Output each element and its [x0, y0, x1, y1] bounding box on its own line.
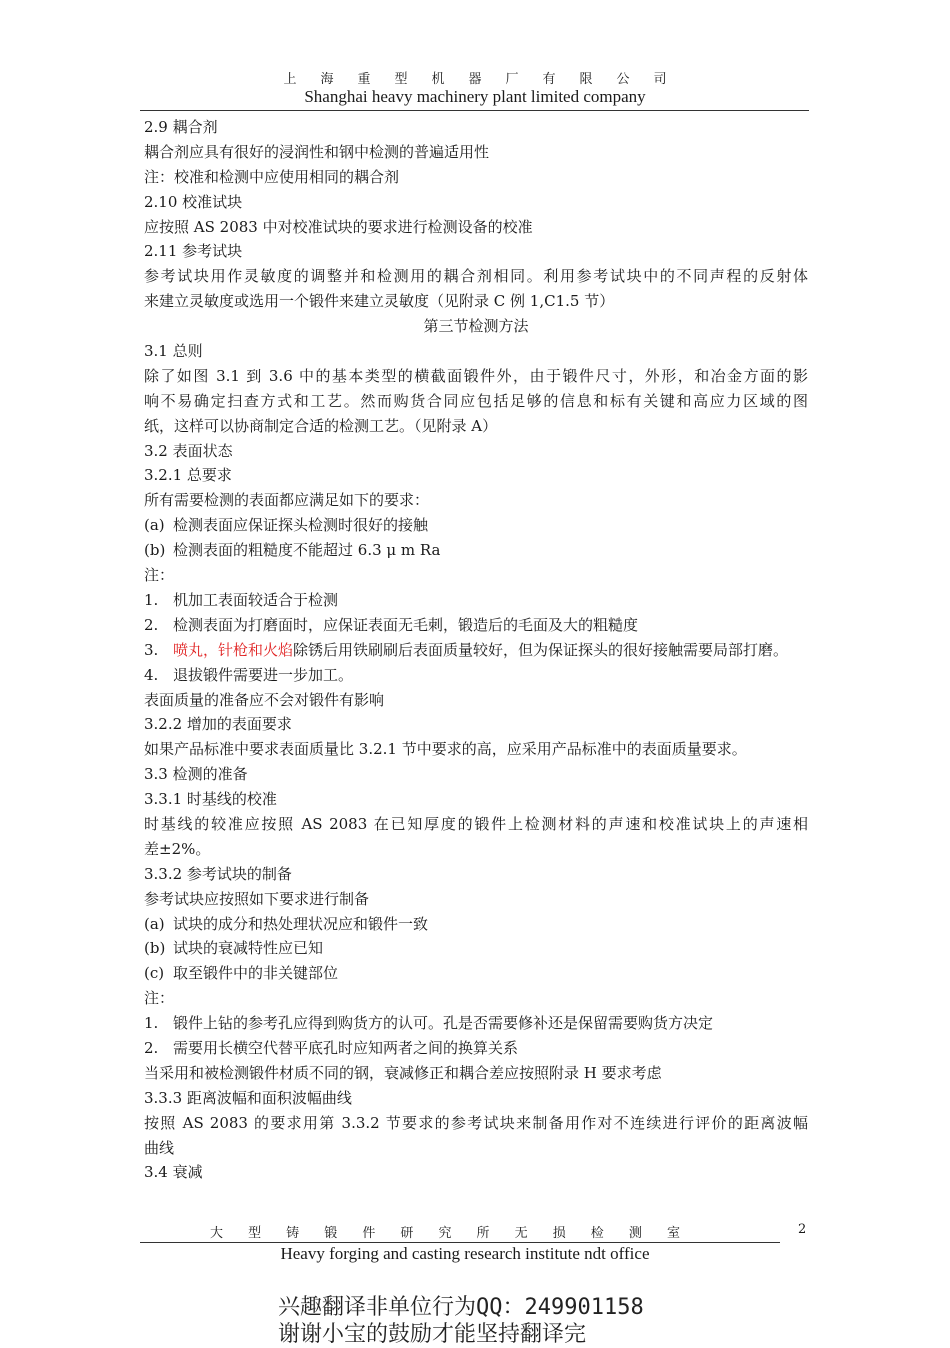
list-text: 检测表面为打磨面时，应保证表面无毛刺，锻造后的毛面及大的粗糙度 — [173, 615, 639, 634]
section-heading: 3.2.2 增加的表面要求 — [144, 715, 292, 734]
translator-note: 兴趣翻译非单位行为QQ：249901158 — [278, 1295, 644, 1320]
paragraph-line: 当采用和被检测锻件材质不同的钢，衰减修正和耦合差应按照附录 H 要求考虑 — [144, 1063, 662, 1082]
translator-thanks: 谢谢小宝的鼓励才能坚持翻译完 — [278, 1322, 587, 1347]
list-item — [144, 1036, 808, 1061]
section-heading: 3.4 衰减 — [144, 1163, 203, 1182]
section-heading: 3.3.3 距离波幅和面积波幅曲线 — [144, 1088, 352, 1107]
paragraph-line: 参考试块用作灵敏度的调整并和检测用的耦合剂相同。利用参考试块中的不同声程的反射体 — [144, 267, 808, 286]
footer-institute-en: Heavy forging and casting research institute ndt office — [280, 1244, 650, 1263]
list-item — [144, 1011, 808, 1036]
section-heading: 3.1 总则 — [144, 342, 203, 361]
footer-char: 所 — [476, 1226, 490, 1241]
list-marker: 1. — [144, 590, 159, 609]
section-heading: 2.9 耦合剂 — [144, 118, 218, 136]
list-item — [144, 961, 808, 986]
list-marker: 3. — [144, 640, 159, 659]
paragraph-line: 参考试块应按照如下要求进行制备 — [144, 889, 370, 908]
section-heading: 2.11 参考试块 — [144, 242, 243, 261]
footer-rule — [140, 1242, 780, 1243]
list-item — [144, 936, 808, 961]
list-item — [144, 538, 808, 563]
footer-char: 损 — [552, 1226, 566, 1241]
section-heading: 3.2.1 总要求 — [144, 466, 232, 485]
header-char: 限 — [579, 72, 593, 87]
paragraph-line: 曲线 — [144, 1138, 175, 1157]
list-text — [173, 638, 808, 663]
list-marker: (c) — [144, 964, 165, 983]
page-number: 2 — [798, 1222, 807, 1237]
list-marker: 2. — [144, 1038, 159, 1057]
list-text: 检测表面的粗糙度不能超过 6.3 μ m Ra — [173, 541, 441, 560]
header-char: 重 — [357, 72, 371, 87]
header-char: 司 — [653, 72, 667, 87]
header-company-cn — [140, 68, 810, 87]
list-text-rest: 除锈后用铁刷刷后表面质量较好，但为保证探头的很好接触需要局部打磨。 — [293, 640, 789, 659]
section-heading: 3.2 表面状态 — [144, 441, 233, 460]
list-text: 试块的成分和热处理状况应和锻件一致 — [173, 914, 429, 933]
paragraph-line: 来建立灵敏度或选用一个锻件来建立灵敏度（见附录 C 例 1,C1.5 节） — [144, 292, 615, 311]
footer-char: 究 — [438, 1226, 452, 1241]
section-heading: 3.3.1 时基线的校准 — [144, 790, 277, 809]
list-marker: (b) — [144, 939, 166, 958]
paragraph-line: 耦合剂应具有很好的浸润性和钢中检测的普遍适用性 — [144, 142, 490, 161]
list-text: 退拔锻件需要进一步加工。 — [173, 665, 354, 684]
footer-char: 件 — [362, 1226, 376, 1241]
list-item — [144, 663, 808, 688]
footer-char: 研 — [400, 1226, 414, 1241]
header-char: 机 — [431, 72, 445, 87]
footer-char: 铸 — [286, 1226, 300, 1241]
paragraph-line: 如果产品标准中要求表面质量比 3.2.1 节中要求的高，应采用产品标准中的表面质量要求。 — [144, 740, 747, 759]
list-marker: 1. — [144, 1014, 159, 1033]
footer-char: 锻 — [324, 1226, 338, 1241]
list-marker: 2. — [144, 615, 159, 634]
paragraph-line: 纸，这样可以协商制定合适的检测工艺。（见附录 A） — [144, 416, 498, 435]
note-label: 注： — [144, 989, 175, 1008]
header-char: 器 — [468, 72, 482, 87]
list-item — [144, 613, 808, 638]
note-line: 注：校准和检测中应使用相同的耦合剂 — [144, 167, 400, 186]
header-char: 上 — [283, 72, 297, 87]
list-marker: 4. — [144, 665, 159, 684]
header-char: 公 — [616, 72, 630, 87]
footer-char: 大 — [210, 1226, 224, 1241]
document-body — [144, 115, 808, 1185]
list-text: 需要用长横空代替平底孔时应知两者之间的换算关系 — [173, 1038, 519, 1057]
section-heading: 2.10 校准试块 — [144, 192, 243, 211]
list-item — [144, 588, 808, 613]
list-text: 试块的衰减特性应已知 — [173, 939, 324, 958]
footer-char: 检 — [590, 1226, 604, 1241]
header-char: 型 — [394, 72, 408, 87]
header-company-en: Shanghai heavy machinery plant limited company — [304, 87, 646, 106]
list-text: 锻件上钻的参考孔应得到购货方的认可。孔是否需要修补还是保留需要购货方决定 — [173, 1014, 714, 1033]
paragraph-line: 表面质量的准备应不会对锻件有影响 — [144, 690, 385, 709]
footer-institute-cn — [210, 1222, 680, 1241]
list-text: 检测表面应保证探头检测时很好的接触 — [173, 516, 429, 535]
note-label: 注： — [144, 566, 175, 585]
paragraph-line: 差±2%。 — [144, 839, 211, 858]
list-marker: (b) — [144, 541, 166, 560]
header-rule — [140, 110, 809, 111]
list-text: 机加工表面较适合于检测 — [173, 590, 339, 609]
paragraph-line: 时基线的较准应按照 AS 2083 在已知厚度的锻件上检测材料的声速和校准试块上的声速相 — [144, 814, 808, 833]
list-item — [144, 912, 808, 937]
header-char: 海 — [320, 72, 334, 87]
list-marker: (a) — [144, 516, 165, 535]
list-text: 取至锻件中的非关键部位 — [173, 964, 339, 983]
paragraph-line: 响不易确定扫查方式和工艺。然而购货合同应包括足够的信息和标有关键和高应力区域的图 — [144, 391, 808, 410]
paragraph-line: 应按照 AS 2083 中对校准试块的要求进行检测设备的校准 — [144, 217, 533, 236]
list-marker: (a) — [144, 914, 165, 933]
header-char: 厂 — [505, 72, 519, 87]
list-item — [144, 638, 808, 663]
highlighted-text: 喷丸，针枪和火焰 — [173, 640, 294, 659]
footer-char: 无 — [514, 1226, 528, 1241]
footer-char: 型 — [248, 1226, 262, 1241]
footer-char: 测 — [628, 1226, 642, 1241]
paragraph-line: 所有需要检测的表面都应满足如下的要求： — [144, 491, 430, 510]
section-heading: 3.3.2 参考试块的制备 — [144, 864, 292, 883]
paragraph-line: 除了如图 3.1 到 3.6 中的基本类型的横截面锻件外，由于锻件尺寸，外形，和冶金方面的影 — [144, 366, 808, 385]
footer-char: 室 — [666, 1226, 680, 1241]
chapter-title: 第三节检测方法 — [423, 317, 529, 336]
section-heading: 3.3 检测的准备 — [144, 765, 248, 784]
header-char: 有 — [542, 72, 556, 87]
paragraph-line: 按照 AS 2083 的要求用第 3.3.2 节要求的参考试块来制备用作对不连续进行评价的距离波幅 — [144, 1113, 808, 1132]
list-item — [144, 513, 808, 538]
